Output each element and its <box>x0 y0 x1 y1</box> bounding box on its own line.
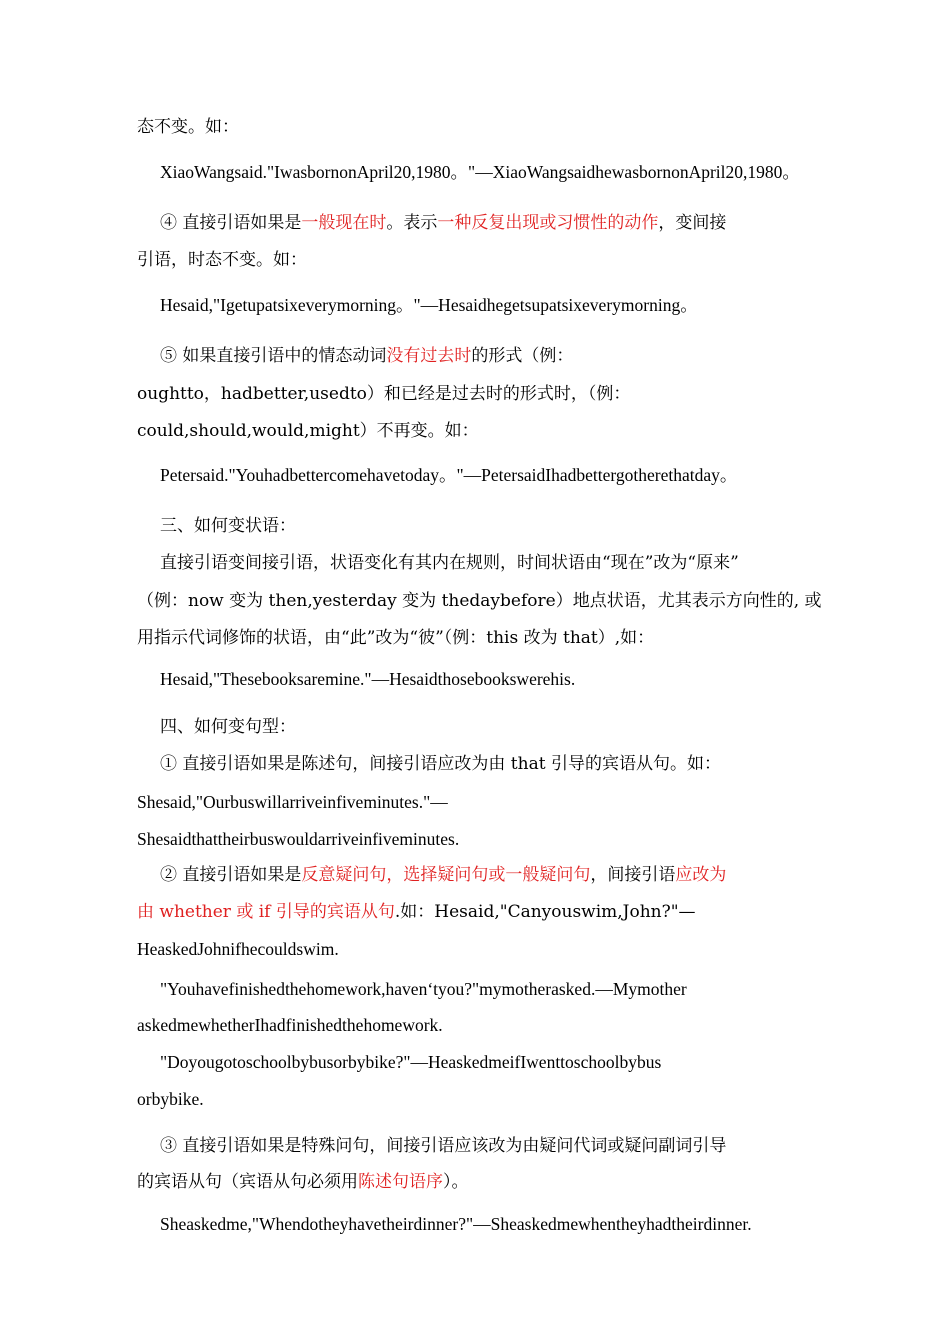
text-segment: 三、如何变状语： <box>160 516 296 536</box>
text-segment: XiaoWangsaid."IwasbornonApril20,1980。"—XiaoWangsaidhewasbornonApril20,1980。 <box>160 162 800 182</box>
rule-2-line <box>160 865 726 885</box>
text-segment: orbybike. <box>137 1089 204 1109</box>
highlight-text: 一般现在时 <box>301 213 387 233</box>
highlight-text: 应改为 <box>675 865 727 885</box>
text-segment: could,should,would,might）不再变。如： <box>137 421 479 441</box>
text-segment: .如：Hesaid,"Canyouswim,John?"— <box>394 902 696 922</box>
text-line <box>137 628 654 648</box>
text-segment: 的形式（例： <box>471 346 574 366</box>
text-segment: 四、如何变句型： <box>160 717 296 737</box>
example-line <box>160 295 698 315</box>
text-segment: Hesaid,"Thesebooksaremine."—Hesaidthosebookswerehis. <box>160 669 576 689</box>
text-segment: ① 直接引语如果是陈述句，间接引语应改为由 that 引导的宾语从句。如： <box>160 754 721 774</box>
example-line <box>137 1089 204 1109</box>
rule-1-line <box>160 754 721 774</box>
text-line <box>160 553 739 573</box>
text-segment: 用指示代词修饰的状语，由“此”改为“彼”（例：this 改为 that）,如： <box>137 628 655 648</box>
example-line <box>160 162 800 182</box>
text-line <box>137 421 479 441</box>
highlight-text: 一种反复出现或习惯性的动作 <box>437 213 659 233</box>
text-segment: askedmewhetherIhadfinishedthehomework. <box>137 1015 443 1035</box>
text-line <box>137 250 307 270</box>
text-segment: （例：now 变为 then,yesterday 变为 thedaybefore）地点状语，尤其表示方向性的, 或 <box>137 591 822 611</box>
section-heading-4 <box>160 717 296 737</box>
rule-3-line <box>160 1136 726 1156</box>
text-line <box>137 591 822 611</box>
text-segment: oughtto，hadbetter,usedto）和已经是过去时的形式时，（例： <box>137 384 631 404</box>
example-line <box>137 829 459 849</box>
section-heading-3 <box>160 516 296 536</box>
text-segment: 引语，时态不变。如： <box>137 250 307 270</box>
example-line <box>160 1052 661 1072</box>
highlight-text: 反意疑问句，选择疑问句或一般疑问句 <box>301 865 591 885</box>
text-segment: Hesaid,"Igetupatsixeverymorning。"—Hesaidhegetsupatsixeverymorning。 <box>160 295 698 315</box>
rule-5-line <box>160 346 573 366</box>
text-segment: HeaskedJohnifhecouldswim. <box>137 939 339 959</box>
text-segment: ）。 <box>443 1172 469 1192</box>
example-line <box>137 1015 443 1035</box>
text-segment: ③ 直接引语如果是特殊问句，间接引语应该改为由疑问代词或疑问副词引导 <box>160 1136 727 1156</box>
text-segment: ，变间接 <box>658 213 727 233</box>
text-line <box>137 1172 469 1192</box>
text-segment: Sheaskedme,"Whendotheyhavetheirdinner?"—Sheaskedmewhentheyhadtheirdinner. <box>160 1214 752 1234</box>
text-line <box>137 902 696 922</box>
text-segment: Petersaid."Youhadbettercomehavetoday。"—PetersaidIhadbettergotherethatday。 <box>160 465 738 485</box>
text-line <box>137 117 239 137</box>
text-segment: ，间接引语 <box>590 865 676 885</box>
text-segment: 的宾语从句（宾语从句必须用 <box>137 1172 358 1192</box>
text-segment: 。表示 <box>386 213 438 233</box>
highlight-text: 没有过去时 <box>386 346 472 366</box>
example-line <box>160 465 737 485</box>
text-segment: Shesaidthattheirbuswouldarriveinfiveminutes. <box>137 829 460 849</box>
rule-4-line <box>160 213 726 233</box>
example-line <box>160 1214 752 1234</box>
text-segment: ④ 直接引语如果是 <box>160 213 302 233</box>
example-line <box>160 979 687 999</box>
text-segment: 直接引语变间接引语，状语变化有其内在规则，时间状语由“现在”改为“原来” <box>160 553 739 573</box>
text-segment: "Doyougotoschoolbybusorbybike?"—HeaskedmeifIwenttoschoolbybus <box>160 1052 662 1072</box>
text-segment: ⑤ 如果直接引语中的情态动词 <box>160 346 387 366</box>
text-segment: Shesaid,"Ourbuswillarriveinfiveminutes."— <box>137 792 448 812</box>
text-segment: "Youhavefinishedthehomework,haven‘tyou?"mymotherasked.—Mymother <box>160 979 687 999</box>
text-line <box>137 384 630 404</box>
text-segment: ② 直接引语如果是 <box>160 865 302 885</box>
example-line <box>137 939 339 959</box>
example-line <box>160 669 575 689</box>
highlight-text: 陈述句语序 <box>358 1172 443 1192</box>
text-segment: 态不变。如： <box>137 117 239 137</box>
example-line <box>137 792 448 812</box>
highlight-text: 由 whether 或 if 引导的宾语从句 <box>137 902 395 922</box>
